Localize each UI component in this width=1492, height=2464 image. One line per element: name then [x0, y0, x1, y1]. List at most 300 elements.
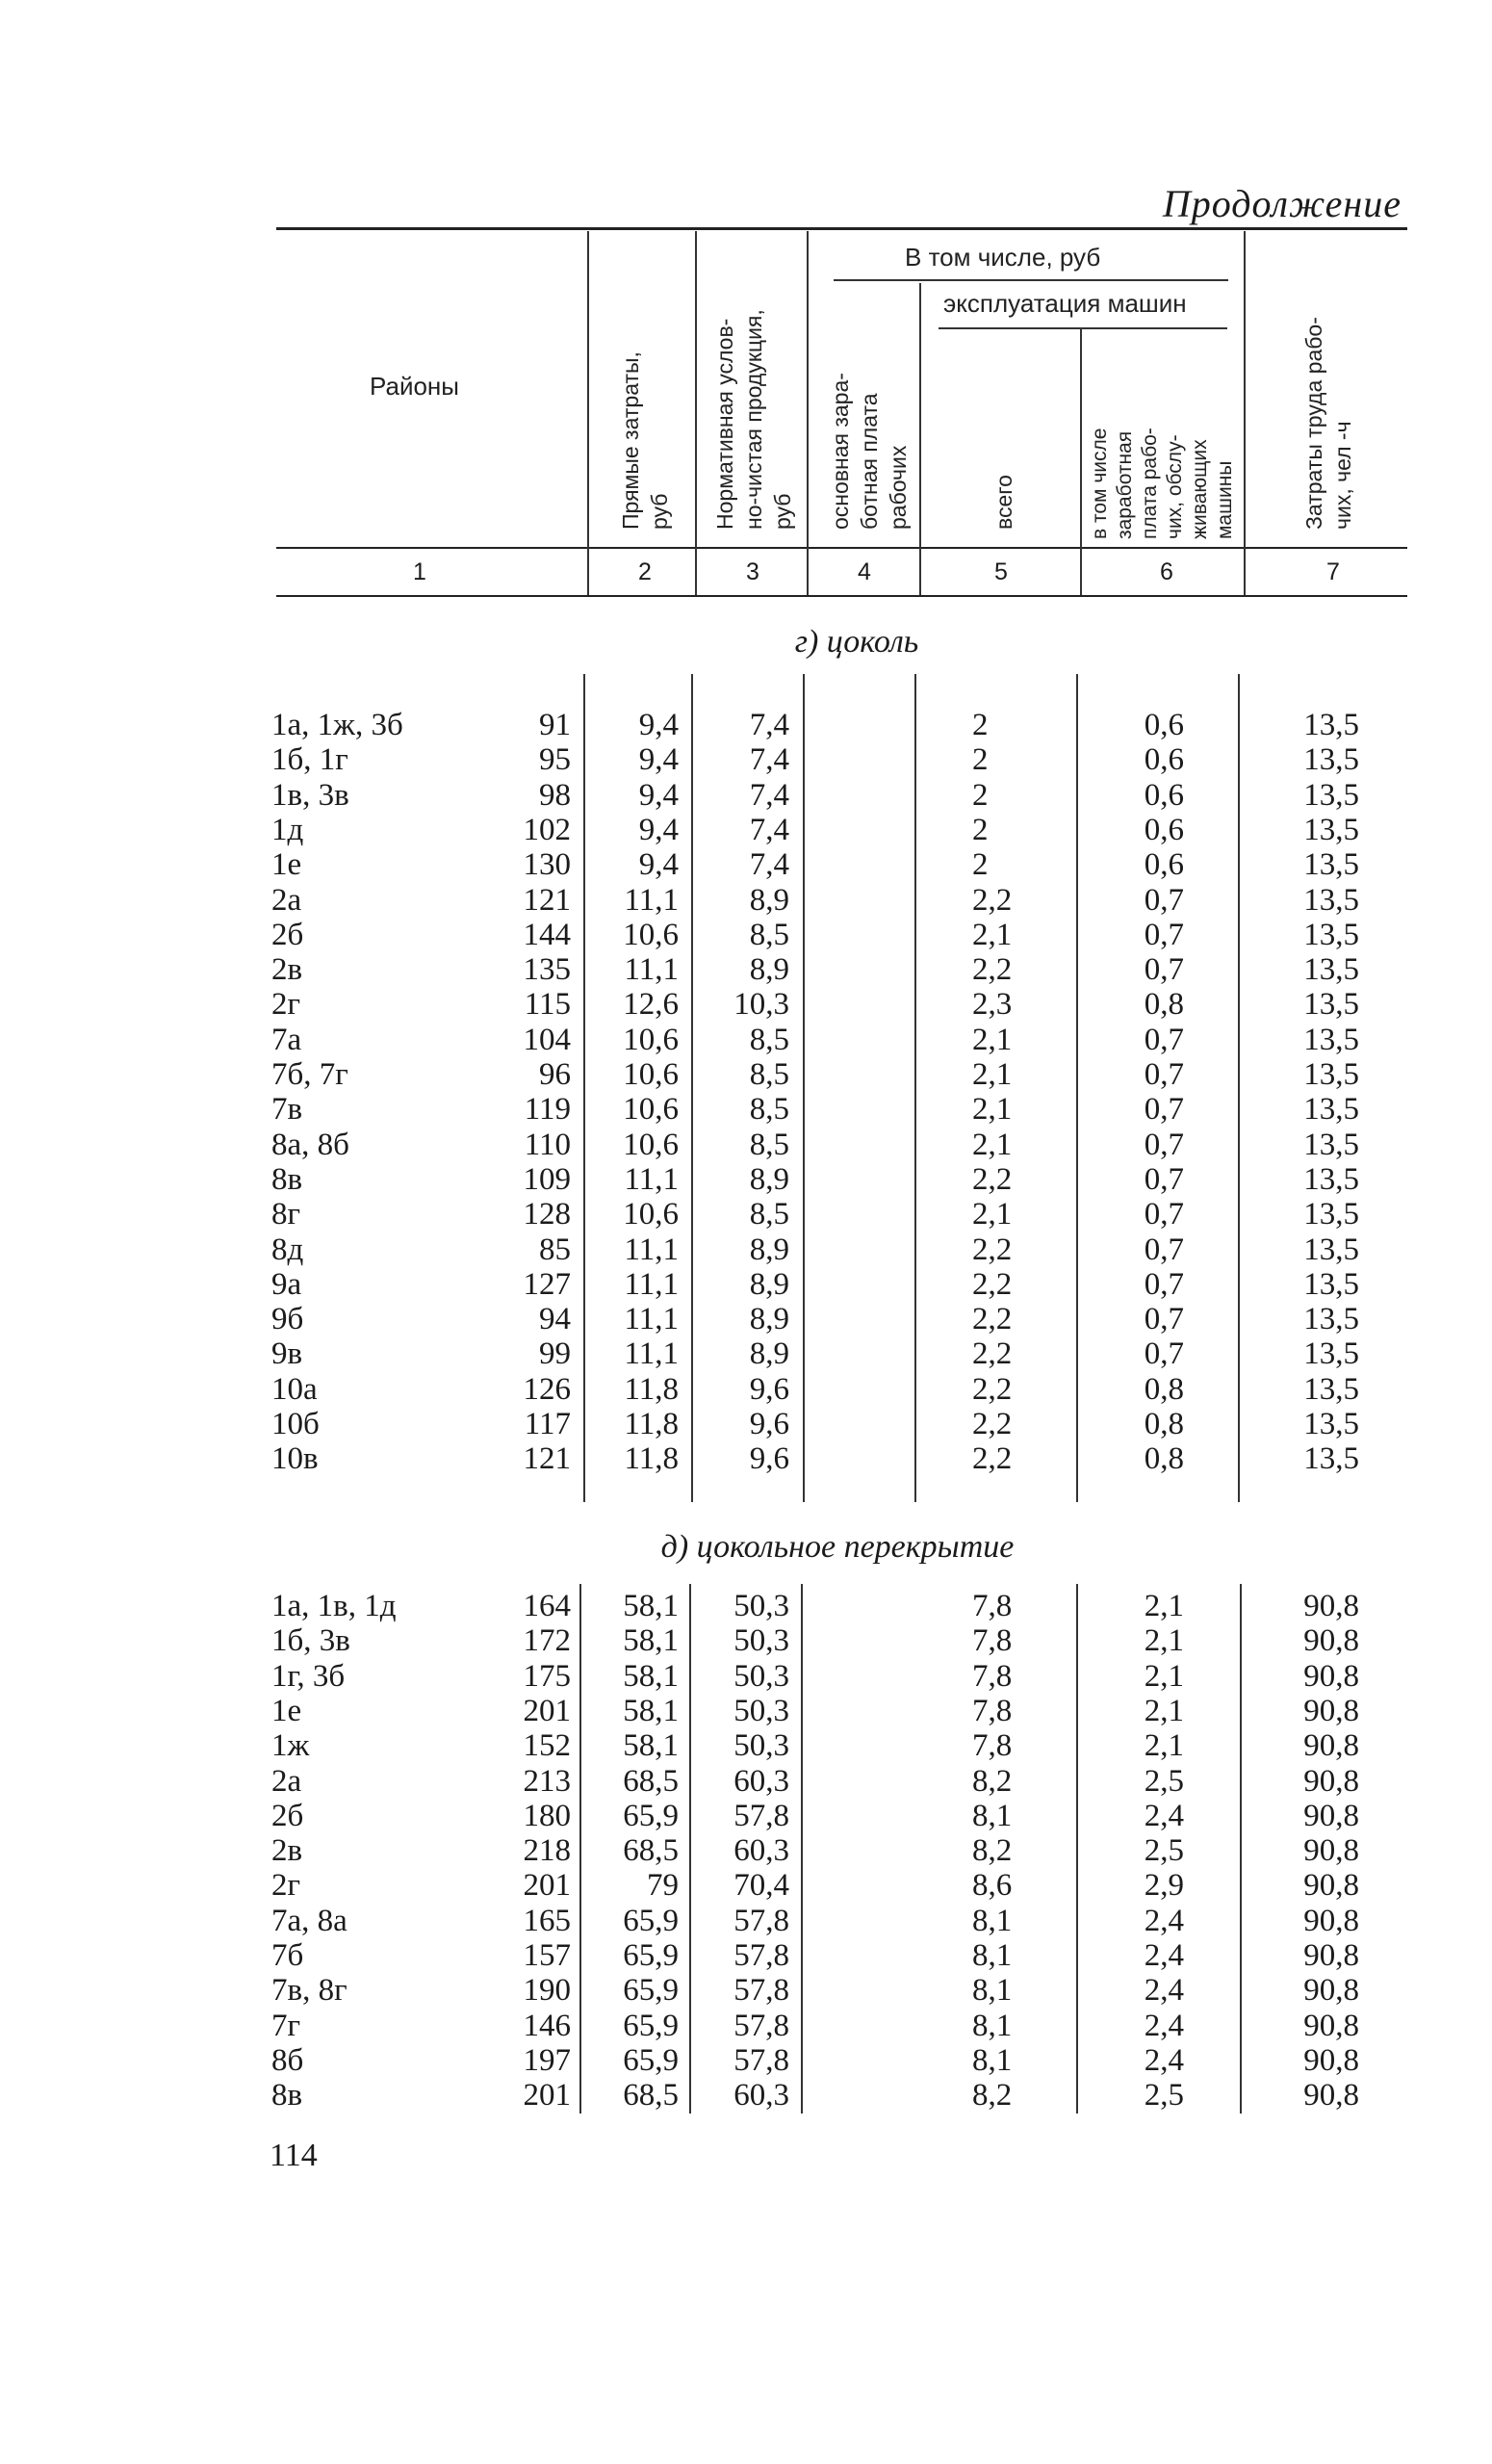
table-row — [0, 1904, 1492, 1938]
value-cell: 50,3 — [733, 1589, 789, 1623]
value-cell: 0,7 — [1144, 1127, 1184, 1162]
value-cell: 11,1 — [624, 952, 679, 988]
value-cell: 0,8 — [1144, 1371, 1184, 1407]
value-cell: 201 — [523, 2078, 571, 2114]
value-cell: 9,6 — [749, 1407, 789, 1441]
header-divider — [587, 231, 589, 595]
number-divider — [587, 554, 589, 592]
value-cell: 0,7 — [1144, 1022, 1184, 1057]
table-row — [0, 1232, 1492, 1267]
district-cell: 2б — [271, 917, 304, 952]
value-cell: 58,1 — [623, 1728, 679, 1764]
district-cell: 1г, 3б — [271, 1658, 346, 1694]
value-cell: 127 — [523, 1266, 571, 1302]
value-cell: 0,7 — [1144, 1302, 1184, 1337]
value-cell: 8,1 — [972, 1903, 1013, 1938]
table-row — [0, 813, 1492, 847]
value-cell: 11,8 — [624, 1441, 679, 1477]
value-cell: 2,9 — [1144, 1868, 1184, 1904]
group-rule — [834, 279, 1228, 281]
table-row — [0, 1407, 1492, 1441]
value-cell: 58,1 — [623, 1658, 679, 1694]
table-row — [0, 1833, 1492, 1868]
value-cell: 2,1 — [1144, 1658, 1184, 1694]
value-cell: 190 — [523, 1973, 571, 2009]
district-cell: 7б, 7г — [271, 1057, 348, 1092]
table-row — [0, 1023, 1492, 1057]
district-cell: 7а — [271, 1022, 302, 1057]
value-cell: 213 — [523, 1763, 571, 1799]
value-cell: 13,5 — [1303, 1371, 1359, 1407]
value-cell: 13,5 — [1303, 847, 1359, 883]
value-cell: 8,9 — [749, 882, 789, 918]
table-row — [0, 1868, 1492, 1903]
column-number: 2 — [638, 558, 652, 585]
value-cell: 11,1 — [624, 882, 679, 918]
value-cell: 152 — [523, 1728, 571, 1764]
value-cell: 8,2 — [972, 1833, 1013, 1869]
value-cell: 13,5 — [1303, 1161, 1359, 1197]
value-cell: 58,1 — [623, 1623, 679, 1659]
table-row — [0, 2009, 1492, 2043]
value-cell: 11,1 — [624, 1232, 679, 1267]
district-cell: 2г — [271, 1868, 301, 1904]
value-cell: 8,5 — [749, 917, 789, 952]
value-cell: 8,1 — [972, 1798, 1013, 1833]
header-bottom-rule — [276, 547, 1407, 549]
value-cell: 11,1 — [624, 1336, 679, 1372]
value-cell: 11,8 — [624, 1407, 679, 1441]
value-cell: 70,4 — [733, 1868, 789, 1904]
value-cell: 2,2 — [972, 952, 1013, 988]
value-cell: 0,8 — [1144, 987, 1184, 1023]
value-cell: 126 — [523, 1371, 571, 1407]
value-cell: 2 — [972, 777, 989, 813]
value-cell: 201 — [523, 1693, 571, 1728]
value-cell: 135 — [523, 952, 571, 988]
table-row — [0, 1162, 1492, 1197]
table-row — [0, 1197, 1492, 1232]
header-divider — [1080, 329, 1082, 595]
value-cell: 7,8 — [972, 1623, 1013, 1659]
value-cell: 57,8 — [733, 1938, 789, 1973]
value-cell: 57,8 — [733, 1973, 789, 2009]
value-cell: 60,3 — [733, 1833, 789, 1869]
district-cell: 7в — [271, 1092, 303, 1128]
district-cell: 8в — [271, 2078, 303, 2114]
value-cell: 2,5 — [1144, 1833, 1184, 1869]
table-row — [0, 708, 1492, 742]
value-cell: 8,2 — [972, 1763, 1013, 1799]
value-cell: 65,9 — [623, 1938, 679, 1973]
district-cell: 7г — [271, 2008, 301, 2043]
value-cell: 2,2 — [972, 1161, 1013, 1197]
district-cell: 9б — [271, 1302, 304, 1337]
value-cell: 2,2 — [972, 1336, 1013, 1372]
value-cell: 10,6 — [623, 1197, 679, 1232]
value-cell: 50,3 — [733, 1693, 789, 1728]
header-divider — [807, 231, 809, 595]
value-cell: 8,9 — [749, 1336, 789, 1372]
table-row — [0, 1973, 1492, 2008]
value-cell: 0,6 — [1144, 812, 1184, 847]
district-cell: 2г — [271, 987, 301, 1023]
value-cell: 79 — [647, 1868, 679, 1904]
value-cell: 68,5 — [623, 1763, 679, 1799]
value-cell: 91 — [539, 708, 571, 742]
value-cell: 8,2 — [972, 2078, 1013, 2114]
column-number: 6 — [1160, 558, 1173, 585]
district-cell: 10б — [271, 1407, 320, 1441]
header-districts: Районы — [370, 372, 459, 401]
value-cell: 0,8 — [1144, 1441, 1184, 1477]
value-cell: 10,6 — [623, 1127, 679, 1162]
value-cell: 13,5 — [1303, 1336, 1359, 1372]
value-cell: 109 — [523, 1161, 571, 1197]
value-cell: 117 — [524, 1407, 571, 1441]
value-cell: 65,9 — [623, 2008, 679, 2043]
table-row — [0, 1938, 1492, 1973]
header-labor-costs: Затраты труда рабо- чих, чел -ч — [1301, 317, 1355, 530]
column-number: 5 — [994, 558, 1008, 585]
value-cell: 0,7 — [1144, 882, 1184, 918]
value-cell: 0,7 — [1144, 917, 1184, 952]
table-row — [0, 2078, 1492, 2113]
district-cell: 7в, 8г — [271, 1973, 347, 2009]
value-cell: 2,1 — [972, 1197, 1013, 1232]
district-cell: 10в — [271, 1441, 319, 1477]
table-row — [0, 1441, 1492, 1476]
value-cell: 50,3 — [733, 1623, 789, 1659]
value-cell: 7,8 — [972, 1589, 1013, 1623]
district-cell: 8а, 8б — [271, 1127, 349, 1162]
table-top-rule — [276, 227, 1407, 230]
value-cell: 110 — [524, 1127, 571, 1162]
value-cell: 121 — [523, 1441, 571, 1477]
value-cell: 218 — [523, 1833, 571, 1869]
table-row — [0, 1799, 1492, 1833]
table-row — [0, 952, 1492, 987]
header-divider — [1244, 231, 1246, 595]
value-cell: 0,7 — [1144, 1197, 1184, 1232]
value-cell: 9,6 — [749, 1371, 789, 1407]
value-cell: 8,1 — [972, 1973, 1013, 2009]
value-cell: 90,8 — [1303, 1973, 1359, 2009]
value-cell: 2,1 — [972, 1127, 1013, 1162]
value-cell: 13,5 — [1303, 742, 1359, 778]
value-cell: 9,4 — [638, 777, 679, 813]
value-cell: 13,5 — [1303, 987, 1359, 1023]
value-cell: 8,5 — [749, 1057, 789, 1092]
value-cell: 2,2 — [972, 1371, 1013, 1407]
value-cell: 13,5 — [1303, 1022, 1359, 1057]
value-cell: 2 — [972, 708, 989, 742]
table-row — [0, 1728, 1492, 1763]
header-base-wage: основная зара- ботная плата рабочих — [828, 373, 911, 530]
value-cell: 2,2 — [972, 1407, 1013, 1441]
value-cell: 2 — [972, 812, 989, 847]
value-cell: 12,6 — [623, 987, 679, 1023]
value-cell: 13,5 — [1303, 708, 1359, 742]
district-cell: 2а — [271, 882, 302, 918]
value-cell: 165 — [523, 1903, 571, 1938]
value-cell: 90,8 — [1303, 2042, 1359, 2078]
value-cell: 65,9 — [623, 2042, 679, 2078]
value-cell: 0,6 — [1144, 742, 1184, 778]
district-cell: 7б — [271, 1938, 304, 1973]
value-cell: 90,8 — [1303, 2078, 1359, 2114]
value-cell: 2,1 — [1144, 1728, 1184, 1764]
value-cell: 2,2 — [972, 1266, 1013, 1302]
value-cell: 8,9 — [749, 1302, 789, 1337]
header-subgroup: эксплуатация машин — [943, 289, 1187, 318]
value-cell: 2,1 — [1144, 1589, 1184, 1623]
header-group: В том числе, руб — [905, 243, 1101, 272]
table-row — [0, 2043, 1492, 2078]
value-cell: 104 — [523, 1022, 571, 1057]
value-cell: 2,5 — [1144, 1763, 1184, 1799]
header-divider — [695, 231, 697, 595]
value-cell: 2,1 — [1144, 1693, 1184, 1728]
page-number: 114 — [270, 2138, 318, 2173]
value-cell: 8,1 — [972, 2042, 1013, 2078]
value-cell: 13,5 — [1303, 1441, 1359, 1477]
value-cell: 10,6 — [623, 1092, 679, 1128]
value-cell: 13,5 — [1303, 1232, 1359, 1267]
value-cell: 99 — [539, 1336, 571, 1372]
table-row — [0, 1764, 1492, 1799]
value-cell: 2 — [972, 742, 989, 778]
district-cell: 8б — [271, 2042, 304, 2078]
value-cell: 0,7 — [1144, 1161, 1184, 1197]
value-cell: 0,6 — [1144, 777, 1184, 813]
value-cell: 115 — [524, 987, 571, 1023]
table-row — [0, 1267, 1492, 1302]
value-cell: 8,5 — [749, 1127, 789, 1162]
value-cell: 90,8 — [1303, 1658, 1359, 1694]
value-cell: 90,8 — [1303, 1728, 1359, 1764]
value-cell: 7,4 — [749, 777, 789, 813]
value-cell: 98 — [539, 777, 571, 813]
value-cell: 90,8 — [1303, 1763, 1359, 1799]
value-cell: 102 — [523, 812, 571, 847]
value-cell: 2,1 — [972, 1022, 1013, 1057]
value-cell: 13,5 — [1303, 1197, 1359, 1232]
district-cell: 2в — [271, 1833, 303, 1869]
value-cell: 10,6 — [623, 917, 679, 952]
value-cell: 128 — [523, 1197, 571, 1232]
value-cell: 7,8 — [972, 1693, 1013, 1728]
district-cell: 8в — [271, 1161, 303, 1197]
table-row — [0, 883, 1492, 918]
value-cell: 0,7 — [1144, 1266, 1184, 1302]
value-cell: 68,5 — [623, 2078, 679, 2114]
district-cell: 1б, 3в — [271, 1623, 350, 1659]
value-cell: 9,4 — [638, 742, 679, 778]
table-row — [0, 847, 1492, 882]
value-cell: 13,5 — [1303, 812, 1359, 847]
value-cell: 9,4 — [638, 847, 679, 883]
column-number: 4 — [858, 558, 871, 585]
table-row — [0, 1589, 1492, 1623]
value-cell: 60,3 — [733, 2078, 789, 2114]
value-cell: 8,9 — [749, 952, 789, 988]
table-row — [0, 1092, 1492, 1127]
value-cell: 90,8 — [1303, 1693, 1359, 1728]
value-cell: 0,6 — [1144, 708, 1184, 742]
value-cell: 8,5 — [749, 1022, 789, 1057]
value-cell: 0,7 — [1144, 1336, 1184, 1372]
value-cell: 65,9 — [623, 1903, 679, 1938]
value-cell: 13,5 — [1303, 917, 1359, 952]
value-cell: 11,1 — [624, 1266, 679, 1302]
district-cell: 1в, 3в — [271, 777, 349, 813]
value-cell: 2,4 — [1144, 1903, 1184, 1938]
table-row — [0, 742, 1492, 777]
value-cell: 57,8 — [733, 2042, 789, 2078]
value-cell: 7,8 — [972, 1658, 1013, 1694]
numbers-bottom-rule — [276, 595, 1407, 597]
value-cell: 2,1 — [1144, 1623, 1184, 1659]
district-cell: 1д — [271, 812, 304, 847]
value-cell: 60,3 — [733, 1763, 789, 1799]
value-cell: 57,8 — [733, 1798, 789, 1833]
value-cell: 90,8 — [1303, 1589, 1359, 1623]
value-cell: 9,4 — [638, 812, 679, 847]
value-cell: 197 — [523, 2042, 571, 2078]
value-cell: 11,1 — [624, 1161, 679, 1197]
value-cell: 8,6 — [972, 1868, 1013, 1904]
header-normative-product: Нормативная услов- но-чистая продукция, руб — [712, 309, 795, 530]
district-cell: 9в — [271, 1336, 303, 1372]
table-row — [0, 1659, 1492, 1694]
value-cell: 2,4 — [1144, 2042, 1184, 2078]
value-cell: 13,5 — [1303, 1127, 1359, 1162]
value-cell: 2,1 — [972, 917, 1013, 952]
value-cell: 90,8 — [1303, 1798, 1359, 1833]
section-title-plinth-floor: д) цокольное перекрытие — [660, 1529, 1015, 1565]
header-divider — [919, 283, 921, 595]
value-cell: 95 — [539, 742, 571, 778]
district-cell: 8г — [271, 1197, 301, 1232]
value-cell: 2,1 — [972, 1057, 1013, 1092]
value-cell: 7,4 — [749, 847, 789, 883]
value-cell: 9,6 — [749, 1441, 789, 1477]
table-row — [0, 1057, 1492, 1092]
value-cell: 2,4 — [1144, 1798, 1184, 1833]
value-cell: 96 — [539, 1057, 571, 1092]
district-cell: 1а, 1в, 1д — [271, 1589, 397, 1623]
value-cell: 146 — [523, 2008, 571, 2043]
value-cell: 164 — [523, 1589, 571, 1623]
value-cell: 2,5 — [1144, 2078, 1184, 2114]
district-cell: 1ж — [271, 1728, 310, 1764]
value-cell: 175 — [523, 1658, 571, 1694]
value-cell: 121 — [523, 882, 571, 918]
value-cell: 172 — [523, 1623, 571, 1659]
district-cell: 2а — [271, 1763, 302, 1799]
value-cell: 7,8 — [972, 1728, 1013, 1764]
value-cell: 7,4 — [749, 708, 789, 742]
value-cell: 201 — [523, 1868, 571, 1904]
value-cell: 8,5 — [749, 1197, 789, 1232]
column-number: 1 — [413, 558, 426, 585]
district-cell: 1а, 1ж, 3б — [271, 708, 403, 742]
value-cell: 85 — [539, 1232, 571, 1267]
value-cell: 10,6 — [623, 1022, 679, 1057]
value-cell: 10,3 — [733, 987, 789, 1023]
value-cell: 9,4 — [638, 708, 679, 742]
value-cell: 10,6 — [623, 1057, 679, 1092]
column-number: 3 — [746, 558, 759, 585]
table-row — [0, 1372, 1492, 1407]
value-cell: 13,5 — [1303, 952, 1359, 988]
header-total: всего — [991, 475, 1016, 530]
continued-label: Продолжение — [1162, 182, 1402, 225]
section-title-plinth: г) цоколь — [794, 624, 919, 660]
value-cell: 0,7 — [1144, 952, 1184, 988]
value-cell: 180 — [523, 1798, 571, 1833]
value-cell: 13,5 — [1303, 1266, 1359, 1302]
district-cell: 10а — [271, 1371, 318, 1407]
district-cell: 8д — [271, 1232, 304, 1267]
value-cell: 8,9 — [749, 1266, 789, 1302]
value-cell: 58,1 — [623, 1589, 679, 1623]
value-cell: 0,7 — [1144, 1232, 1184, 1267]
value-cell: 58,1 — [623, 1693, 679, 1728]
table-row — [0, 778, 1492, 813]
value-cell: 11,1 — [624, 1302, 679, 1337]
value-cell: 2,4 — [1144, 1973, 1184, 2009]
column-number: 7 — [1326, 558, 1340, 585]
value-cell: 8,9 — [749, 1232, 789, 1267]
table-row — [0, 1128, 1492, 1162]
value-cell: 8,9 — [749, 1161, 789, 1197]
value-cell: 7,4 — [749, 812, 789, 847]
value-cell: 119 — [524, 1092, 571, 1128]
value-cell: 50,3 — [733, 1658, 789, 1694]
value-cell: 50,3 — [733, 1728, 789, 1764]
district-cell: 1е — [271, 847, 302, 883]
district-cell: 7а, 8а — [271, 1903, 347, 1938]
value-cell: 13,5 — [1303, 1092, 1359, 1128]
value-cell: 2,2 — [972, 1302, 1013, 1337]
value-cell: 90,8 — [1303, 1938, 1359, 1973]
district-cell: 9а — [271, 1266, 302, 1302]
value-cell: 90,8 — [1303, 1623, 1359, 1659]
value-cell: 65,9 — [623, 1798, 679, 1833]
value-cell: 2,3 — [972, 987, 1013, 1023]
value-cell: 90,8 — [1303, 1833, 1359, 1869]
value-cell: 90,8 — [1303, 2008, 1359, 2043]
value-cell: 13,5 — [1303, 1407, 1359, 1441]
value-cell: 8,1 — [972, 2008, 1013, 2043]
value-cell: 7,4 — [749, 742, 789, 778]
district-cell: 2б — [271, 1798, 304, 1833]
value-cell: 11,8 — [624, 1371, 679, 1407]
value-cell: 2 — [972, 847, 989, 883]
header-machine-wage: в том числе заработная плата рабо- чих, обслу- живающих машины — [1089, 428, 1236, 539]
value-cell: 0,7 — [1144, 1092, 1184, 1128]
value-cell: 144 — [523, 917, 571, 952]
district-cell: 2в — [271, 952, 303, 988]
district-cell: 1б, 1г — [271, 742, 348, 778]
table-row — [0, 1336, 1492, 1371]
value-cell: 0,6 — [1144, 847, 1184, 883]
header-direct-costs: Прямые затраты, руб — [618, 351, 672, 530]
value-cell: 0,8 — [1144, 1407, 1184, 1441]
value-cell: 90,8 — [1303, 1903, 1359, 1938]
